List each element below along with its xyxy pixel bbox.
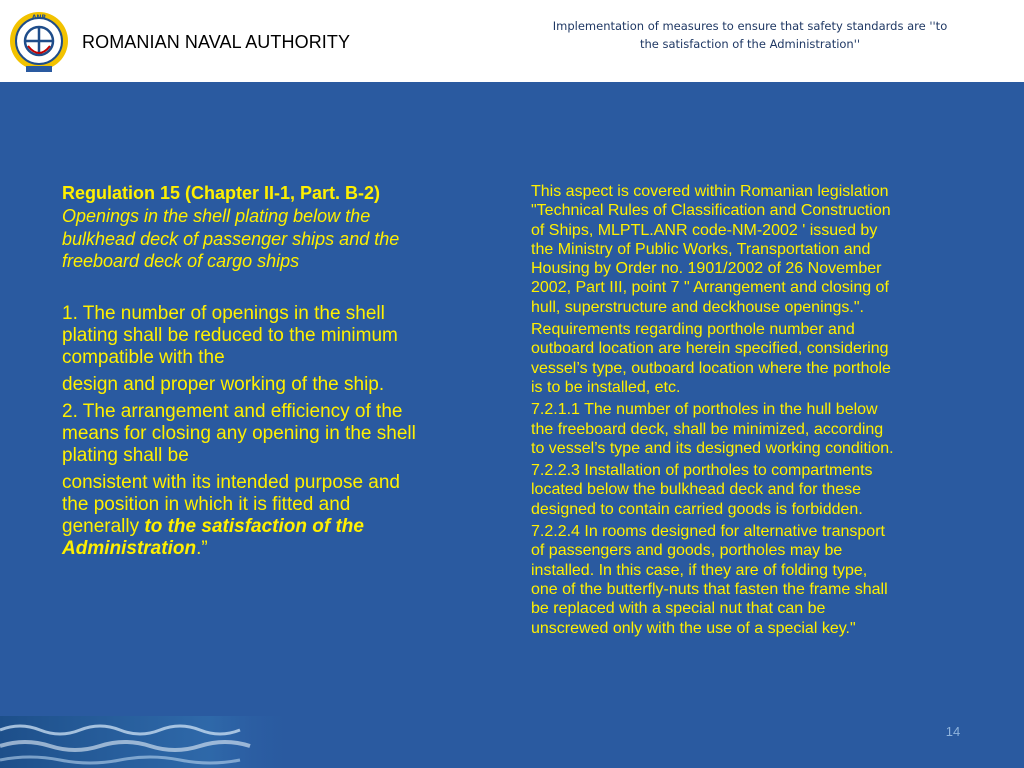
text-line: vessel’s type, outboard location where the porthole (531, 359, 891, 377)
paragraph (531, 522, 993, 638)
text-line: "Technical Rules of Classification and Construction (531, 202, 891, 220)
point-1-continuation: design and proper working of the ship. (62, 373, 385, 395)
paragraph (531, 400, 993, 458)
regulation-title: Regulation 15 (Chapter II-1, Part. B-2) (62, 183, 381, 203)
header-title (540, 17, 960, 53)
text-line: plating shall be reduced to the minimum (62, 324, 398, 346)
text-line: installed. In this case, if they are of folding type, (531, 561, 868, 579)
header-title-line: Implementation of measures to ensure that safety standards are ''to (552, 19, 948, 33)
text-line: to vessel’s type and its designed working condition. (531, 439, 894, 457)
emphasis-text: to the satisfaction of the (144, 515, 364, 537)
text-line: designed to contain carried goods is forbidden. (531, 500, 863, 518)
regulation-subtitle (62, 205, 512, 273)
text-line: plating shall be (62, 444, 189, 466)
text-line: 7.2.2.4 In rooms designed for alternative transport (531, 523, 885, 541)
text-line: unscrewed only with the use of a special key." (531, 619, 856, 637)
text-line: outboard location are herein specified, considering (531, 340, 889, 358)
text-line: 1. The number of openings in the shell (62, 302, 385, 324)
text-line: the freeboard deck, shall be minimized, according (531, 420, 884, 438)
point-2-continuation (62, 472, 512, 560)
header-title-line: the satisfaction of the Administration'' (639, 37, 861, 51)
text-line: be replaced with a special nut that can be (531, 600, 826, 618)
text-fragment: generally (62, 515, 145, 537)
text-line: 2002, Part III, point 7 " Arrangement and closing of (531, 279, 889, 297)
subtitle-line: Openings in the shell plating below the (62, 206, 371, 226)
text-line: Housing by Order no. 1901/2002 of 26 November (531, 260, 882, 278)
anr-logo (8, 6, 70, 76)
paragraph (531, 320, 993, 397)
text-line: of passengers and goods, portholes may be (531, 542, 843, 560)
text-line: hull, superstructure and deckhouse openings.". (531, 298, 864, 316)
text-line: the position in which it is fitted and (62, 493, 351, 515)
text-line: the Ministry of Public Works, Transportation and (531, 240, 871, 258)
text-line: 7.2.2.3 Installation of portholes to compartments (531, 462, 873, 480)
text-line: is to be installed, etc. (531, 378, 681, 396)
text-line: located below the bulkhead deck and for these (531, 481, 862, 499)
text-line: 7.2.1.1 The number of portholes in the hull below (531, 401, 878, 419)
text-line: means for closing any opening in the shell (62, 422, 416, 444)
regulation-text (62, 181, 512, 560)
point-1 (62, 303, 512, 369)
text-line: consistent with its intended purpose and (62, 471, 400, 493)
paragraph (531, 182, 993, 317)
emphasis-text: Administration (62, 537, 197, 559)
organization-name: ROMANIAN NAVAL AUTHORITY (82, 32, 351, 52)
paragraph (531, 461, 993, 519)
header-bar (0, 0, 1024, 82)
text-line: one of the butterfly-nuts that fasten the frame shall (531, 580, 888, 598)
subtitle-line: freeboard deck of cargo ships (62, 251, 300, 271)
text-line: 2. The arrangement and efficiency of the (62, 400, 403, 422)
text-line: of Ships, MLPTL.ANR code-NM-2002 ' issued by (531, 221, 878, 239)
logo-text: ANR (31, 14, 47, 21)
text-line: Requirements regarding porthole number and (531, 321, 855, 339)
legislation-text (531, 182, 993, 638)
subtitle-line: bulkhead deck of passenger ships and the (62, 228, 400, 249)
page-number: 14 (945, 724, 961, 739)
text-fragment: .” (196, 537, 208, 559)
text-line: This aspect is covered within Romanian legislation (531, 183, 889, 200)
sea-waves-image (0, 716, 300, 768)
text-line: compatible with the (62, 346, 225, 368)
point-2 (62, 401, 512, 467)
